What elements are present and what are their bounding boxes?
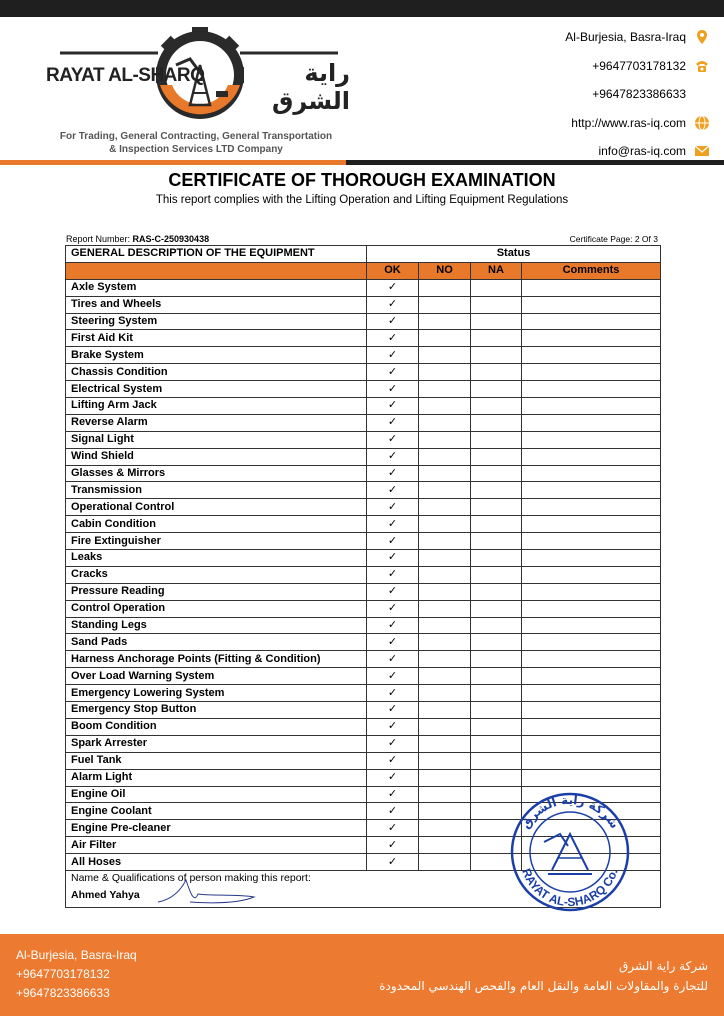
no-cell [419,837,471,854]
no-cell [419,752,471,769]
equipment-item-label: Over Load Warning System [66,668,367,685]
ok-checkmark: ✓ [367,279,419,296]
ok-checkmark: ✓ [367,347,419,364]
no-cell [419,482,471,499]
ok-checkmark: ✓ [367,685,419,702]
no-cell [419,465,471,482]
globe-icon [694,115,710,131]
equipment-item-label: Sand Pads [66,634,367,651]
ok-checkmark: ✓ [367,820,419,837]
ok-checkmark: ✓ [367,482,419,499]
na-cell [471,566,522,583]
no-cell [419,786,471,803]
equipment-item-label: Axle System [66,279,367,296]
no-cell [419,330,471,347]
no-cell [419,735,471,752]
comments-cell [522,735,661,752]
equipment-item-label: Wind Shield [66,448,367,465]
equipment-item-label: Emergency Lowering System [66,685,367,702]
ok-checkmark: ✓ [367,752,419,769]
equipment-item-label: Pressure Reading [66,583,367,600]
column-na: NA [471,262,522,279]
equipment-item-label: Harness Anchorage Points (Fitting & Condition) [66,651,367,668]
table-row [66,668,661,685]
na-cell [471,769,522,786]
na-cell [471,718,522,735]
na-cell [471,448,522,465]
comments-cell [522,550,661,567]
table-header-row [66,246,661,263]
comments-cell [522,769,661,786]
comments-cell [522,651,661,668]
na-cell [471,752,522,769]
no-cell [419,854,471,871]
footer-contact: Al-Burjesia, Basra-Iraq +9647703178132 +9647823386633 [16,948,137,1000]
no-cell [419,347,471,364]
ok-checkmark: ✓ [367,448,419,465]
ok-checkmark: ✓ [367,499,419,516]
table-row [66,550,661,567]
comments-cell [522,600,661,617]
signature-label: Name & Qualifications of person making this report: [71,871,311,884]
table-row [66,381,661,398]
na-cell [471,279,522,296]
table-row [66,364,661,381]
report-number: Report Number: RAS-C-250930438 [66,234,210,244]
na-cell [471,482,522,499]
na-cell [471,296,522,313]
comments-cell [522,752,661,769]
table-row [66,482,661,499]
equipment-item-label: Glasses & Mirrors [66,465,367,482]
no-cell [419,381,471,398]
comments-cell [522,668,661,685]
na-cell [471,583,522,600]
na-cell [471,499,522,516]
comments-cell [522,685,661,702]
no-cell [419,313,471,330]
svg-text:RAYAT AL-SHARQ Co. [519,867,620,910]
ok-checkmark: ✓ [367,668,419,685]
no-cell [419,583,471,600]
comments-cell [522,566,661,583]
no-cell [419,296,471,313]
location-pin-icon [694,29,710,45]
comments-cell [522,702,661,719]
contact-website[interactable]: http://www.ras-iq.com [565,109,710,138]
company-stamp [508,790,632,914]
certificate-subtitle: This report complies with the Lifting Operation and Lifting Equipment Regulations [155,194,569,206]
table-row [66,769,661,786]
equipment-item-label: Engine Coolant [66,803,367,820]
top-bar [0,0,724,17]
ok-checkmark: ✓ [367,769,419,786]
no-cell [419,718,471,735]
comments-cell [522,414,661,431]
ok-checkmark: ✓ [367,634,419,651]
table-row [66,685,661,702]
equipment-item-label: Fuel Tank [66,752,367,769]
footer [0,934,724,1016]
table-row [66,702,661,719]
stamp-arabic-text: شركة راية الشرق [518,792,622,832]
table-row [66,465,661,482]
comments-cell [522,634,661,651]
table-row [66,735,661,752]
equipment-item-label: Fire Extinguisher [66,533,367,550]
na-cell [471,516,522,533]
page-info: Certificate Page: 2 Of 3 [569,234,658,244]
no-cell [419,685,471,702]
na-cell [471,600,522,617]
table-row [66,583,661,600]
ok-checkmark: ✓ [367,837,419,854]
table-row [66,414,661,431]
table-row [66,499,661,516]
na-cell [471,431,522,448]
contact-block [565,23,710,166]
ok-checkmark: ✓ [367,735,419,752]
tagline-line-1: For Trading, General Contracting, General Transportation [59,131,333,142]
ok-checkmark: ✓ [367,364,419,381]
comments-cell [522,296,661,313]
table-row [66,752,661,769]
na-cell [471,533,522,550]
table-row [66,448,661,465]
no-cell [419,702,471,719]
no-cell [419,600,471,617]
comments-cell [522,279,661,296]
table-row [66,634,661,651]
contact-phone-1[interactable]: +9647703178132 [565,52,710,81]
table-row [66,313,661,330]
column-header-row [66,262,661,279]
status-header: Status [367,246,661,263]
ok-checkmark: ✓ [367,600,419,617]
no-cell [419,533,471,550]
equipment-item-label: Chassis Condition [66,364,367,381]
equipment-item-label: Cabin Condition [66,516,367,533]
table-row [66,296,661,313]
na-cell [471,381,522,398]
table-row [66,533,661,550]
ok-checkmark: ✓ [367,651,419,668]
ok-checkmark: ✓ [367,414,419,431]
equipment-item-label: Spark Arrester [66,735,367,752]
equipment-item-label: Brake System [66,347,367,364]
na-cell [471,735,522,752]
table-row [66,279,661,296]
no-cell [419,651,471,668]
equipment-item-label: Boom Condition [66,718,367,735]
contact-email[interactable]: info@ras-iq.com [565,137,710,166]
na-cell [471,330,522,347]
ok-checkmark: ✓ [367,583,419,600]
comments-cell [522,448,661,465]
ok-checkmark: ✓ [367,550,419,567]
na-cell [471,398,522,415]
no-cell [419,668,471,685]
equipment-item-label: Alarm Light [66,769,367,786]
mail-icon [694,143,710,159]
signature-name: Ahmed Yahya [71,888,140,901]
na-cell [471,685,522,702]
table-row [66,330,661,347]
na-cell [471,414,522,431]
table-row [66,566,661,583]
ok-checkmark: ✓ [367,296,419,313]
no-cell [419,769,471,786]
contact-phone-2[interactable]: +9647823386633 [592,87,686,102]
na-cell [471,668,522,685]
comments-cell [522,347,661,364]
comments-cell [522,533,661,550]
ok-checkmark: ✓ [367,566,419,583]
no-cell [419,820,471,837]
no-cell [419,279,471,296]
equipment-item-label: Engine Oil [66,786,367,803]
no-cell [419,448,471,465]
na-cell [471,465,522,482]
no-cell [419,431,471,448]
table-row [66,398,661,415]
comments-cell [522,330,661,347]
equipment-item-label: First Aid Kit [66,330,367,347]
na-cell [471,651,522,668]
table-row [66,617,661,634]
equipment-item-label: Transmission [66,482,367,499]
handwritten-signature [150,872,260,912]
ok-checkmark: ✓ [367,465,419,482]
ok-checkmark: ✓ [367,516,419,533]
na-cell [471,313,522,330]
comments-cell [522,381,661,398]
comments-cell [522,617,661,634]
no-cell [419,516,471,533]
no-cell [419,617,471,634]
certificate-title: CERTIFICATE OF THOROUGH EXAMINATION [168,170,556,190]
letterhead [0,17,724,160]
ok-checkmark: ✓ [367,617,419,634]
ok-checkmark: ✓ [367,702,419,719]
ok-checkmark: ✓ [367,313,419,330]
tagline-line-2: & Inspection Services LTD Company [109,144,283,155]
description-header: GENERAL DESCRIPTION OF THE EQUIPMENT [66,246,367,263]
no-cell [419,499,471,516]
equipment-item-label: Air Filter [66,837,367,854]
ok-checkmark: ✓ [367,381,419,398]
contact-address: Al-Burjesia, Basra-Iraq [565,23,710,52]
na-cell [471,550,522,567]
ok-checkmark: ✓ [367,786,419,803]
no-cell [419,803,471,820]
comments-cell [522,482,661,499]
equipment-item-label: All Hoses [66,854,367,871]
footer-arabic-company: شركة راية الشرق للتجارة والمقاولات العامة والنقل العام والفحص الهندسي المحدودة [379,959,708,993]
equipment-item-label: Operational Control [66,499,367,516]
ok-checkmark: ✓ [367,803,419,820]
comments-cell [522,516,661,533]
equipment-item-label: Emergency Stop Button [66,702,367,719]
na-cell [471,347,522,364]
table-row [66,431,661,448]
no-cell [419,364,471,381]
comments-cell [522,364,661,381]
stamp-english-text: RAYAT AL-SHARQ Co. [519,866,621,910]
na-cell [471,634,522,651]
ok-checkmark: ✓ [367,431,419,448]
no-cell [419,634,471,651]
comments-cell [522,499,661,516]
header-divider [0,160,724,165]
equipment-item-label: Signal Light [66,431,367,448]
ok-checkmark: ✓ [367,718,419,735]
ok-checkmark: ✓ [367,330,419,347]
no-cell [419,398,471,415]
equipment-item-label: Control Operation [66,600,367,617]
equipment-item-label: Standing Legs [66,617,367,634]
column-no: NO [419,262,471,279]
comments-cell [522,398,661,415]
comments-cell [522,431,661,448]
ok-checkmark: ✓ [367,854,419,871]
company-logo [40,25,350,160]
equipment-item-label: Tires and Wheels [66,296,367,313]
equipment-item-label: Reverse Alarm [66,414,367,431]
no-cell [419,566,471,583]
equipment-item-label: Steering System [66,313,367,330]
comments-cell [522,465,661,482]
comments-cell [522,313,661,330]
column-comments: Comments [522,262,661,279]
equipment-item-label: Electrical System [66,381,367,398]
equipment-item-label: Engine Pre-cleaner [66,820,367,837]
ok-checkmark: ✓ [367,533,419,550]
table-row [66,347,661,364]
table-row [66,651,661,668]
na-cell [471,617,522,634]
equipment-item-label: Leaks [66,550,367,567]
logo-english-name: RAYAT AL-SHARQ [46,65,205,86]
logo-arabic-name: راية الشرق [271,59,350,115]
equipment-item-label: Lifting Arm Jack [66,398,367,415]
table-row [66,516,661,533]
phone-icon [694,58,710,74]
column-ok: OK [367,262,419,279]
ok-checkmark: ✓ [367,398,419,415]
no-cell [419,550,471,567]
table-row [66,600,661,617]
comments-cell [522,583,661,600]
na-cell [471,702,522,719]
comments-cell [522,718,661,735]
na-cell [471,364,522,381]
no-cell [419,414,471,431]
equipment-item-label: Cracks [66,566,367,583]
table-row [66,718,661,735]
